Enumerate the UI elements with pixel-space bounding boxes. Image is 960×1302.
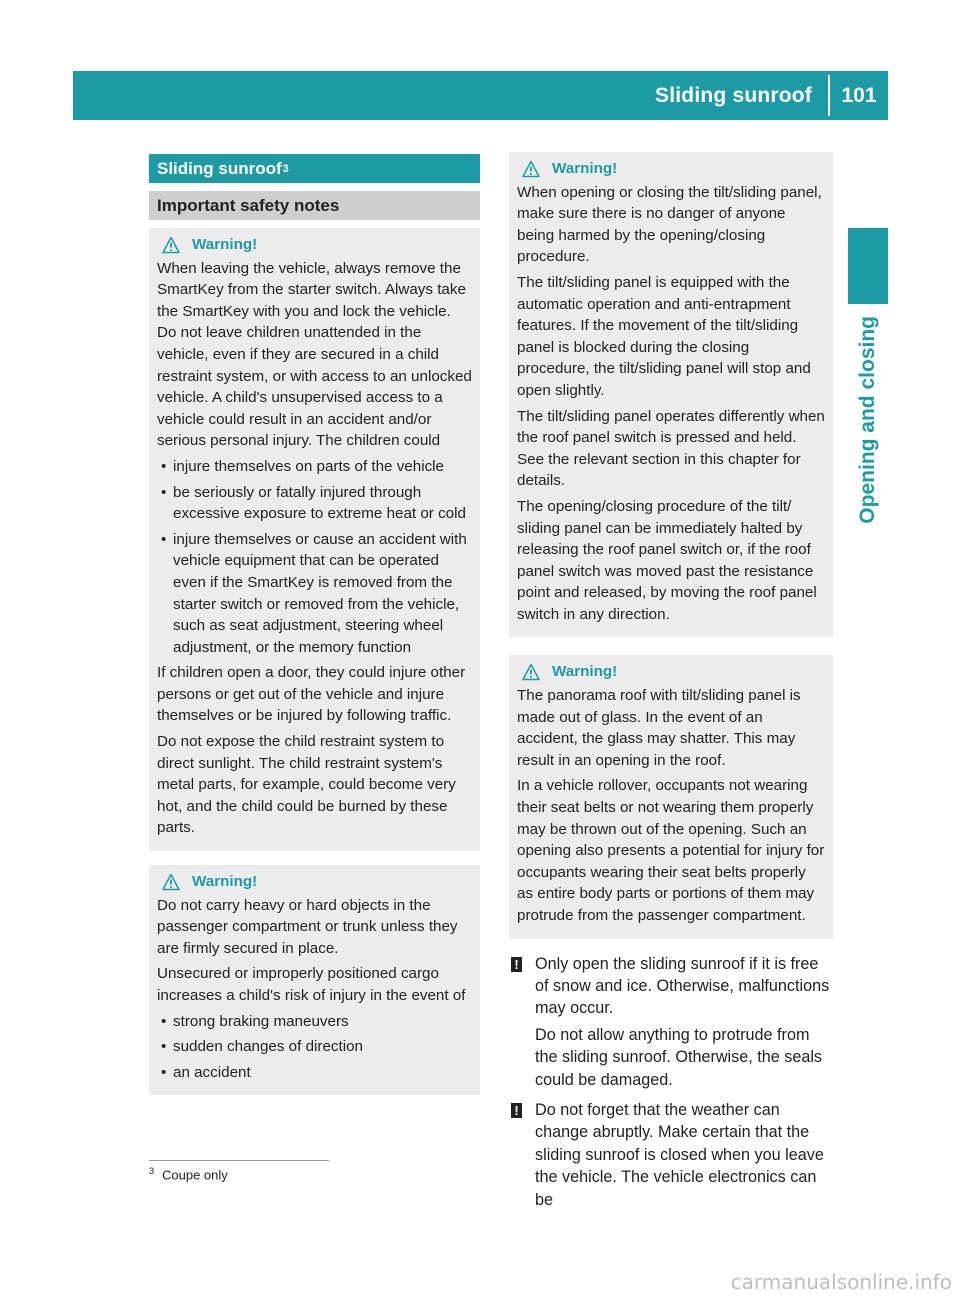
footnote-number: 3 bbox=[149, 1166, 155, 1176]
warning-title-text: Warning! bbox=[552, 160, 618, 177]
warning-box-children bbox=[149, 228, 480, 851]
subsection-heading: Important safety notes bbox=[149, 191, 480, 220]
watermark: carmanualsonline.info bbox=[730, 1270, 952, 1294]
list-item: • be seriously or fatally injured through excessive exposure to extreme heat or cold bbox=[157, 482, 472, 525]
footnote-ref: 3 bbox=[282, 162, 289, 175]
warning-paragraph: If children open a door, they could injure other persons or get out of the vehicle and injure themselves or be injured by following traffic. bbox=[157, 664, 466, 725]
header-title: Sliding sunroof bbox=[655, 83, 812, 107]
list-item: • injure themselves on parts of the vehicle bbox=[157, 456, 472, 478]
warning-paragraph: The tilt/sliding panel operates differently when the roof panel switch is pressed and held. See the relevant section in this chapter for details. bbox=[517, 407, 825, 490]
warning-triangle-icon bbox=[522, 160, 540, 178]
warning-title bbox=[517, 661, 825, 683]
section-heading bbox=[149, 154, 480, 183]
warning-paragraph: The tilt/sliding panel is equipped with the automatic operation and anti-entrapment features. If the movement of the tilt/sliding panel is blocked during the closing procedure, the tilt/sliding panel will stop and open slightly. bbox=[517, 273, 811, 399]
warning-triangle-icon bbox=[162, 236, 180, 254]
chapter-tab-marker bbox=[848, 228, 888, 304]
warning-paragraph: The opening/closing procedure of the tilt/ sliding panel can be immediately halted by releasing the roof panel switch or, if the roof panel switch was moved past the resistance point and released, by moving the roof panel switch in any direction. bbox=[517, 497, 817, 623]
list-item: • strong braking maneuvers bbox=[157, 1011, 472, 1033]
warning-box-cargo bbox=[149, 865, 480, 1095]
page-number: 101 bbox=[841, 83, 877, 107]
warning-title bbox=[157, 234, 472, 256]
spacer bbox=[509, 939, 833, 953]
exclamation-icon: ! bbox=[511, 957, 522, 972]
list-item: • injure themselves or cause an accident with vehicle equipment that can be operated even if the SmartKey is removed from the starter switch or removed from the vehicle, such as seat adjustment, steering wheel adjustment, or the memory function bbox=[157, 529, 472, 659]
warning-title bbox=[517, 158, 825, 180]
section-title: Sliding sunroof bbox=[157, 158, 282, 178]
warning-triangle-icon bbox=[162, 873, 180, 891]
footnote-rule bbox=[149, 1160, 329, 1161]
list-item: • sudden changes of direction bbox=[157, 1036, 472, 1058]
note-paragraph: Do not forget that the weather can change abruptly. Make certain that the sliding sunroof is closed when you leave the vehicle. The vehicle electronics can be bbox=[535, 1101, 824, 1209]
left-column bbox=[149, 154, 480, 1095]
exclamation-icon: ! bbox=[511, 1103, 522, 1118]
warning-title-text: Warning! bbox=[552, 663, 618, 681]
warning-title bbox=[157, 871, 472, 893]
warning-paragraph: When opening or closing the tilt/sliding panel, make sure there is no danger of anyone being harmed by the opening/closing procedure. bbox=[517, 183, 822, 266]
chapter-side-label bbox=[848, 316, 888, 656]
warning-box-tilt-panel bbox=[509, 152, 833, 637]
page-header bbox=[73, 71, 888, 120]
right-column bbox=[509, 152, 833, 1219]
warning-triangle-icon bbox=[522, 663, 540, 681]
chapter-label-text: Opening and closing bbox=[856, 316, 879, 524]
note-weather bbox=[509, 1099, 833, 1211]
warning-paragraph: Do not carry heavy or hard objects in the passenger compartment or trunk unless they are firmly secured in place. bbox=[157, 896, 458, 957]
warning-paragraph: The panorama roof with tilt/sliding panel is made out of glass. In the event of an accident, the glass may shatter. This may result in an opening in the roof. bbox=[517, 687, 801, 769]
warning-title-text: Warning! bbox=[192, 236, 258, 253]
list-item: • an accident bbox=[157, 1062, 472, 1084]
note-paragraph: Do not allow anything to protrude from the sliding sunroof. Otherwise, the seals could be damaged. bbox=[535, 1025, 823, 1089]
note-paragraph: Only open the sliding sunroof if it is free of snow and ice. Otherwise, malfunctions may occur. bbox=[535, 954, 830, 1018]
footnote-text: Coupe only bbox=[162, 1167, 228, 1183]
footnote bbox=[149, 1166, 228, 1182]
warning-paragraph: Unsecured or improperly positioned cargo increases a child's risk of injury in the event of bbox=[157, 965, 466, 1004]
warning-title-text: Warning! bbox=[192, 873, 258, 891]
warning-paragraph: Do not expose the child restraint system to direct sunlight. The child restraint system's metal parts, for example, could become very hot, and the child could be burned by these parts. bbox=[157, 733, 456, 837]
warning-paragraph: In a vehicle rollover, occupants not wearing their seat belts or not wearing them properly may be thrown out of the opening. Such an opening also presents a potential for injury for occupants wearing their seat belts properly as entire body parts or portions of them may protrude from the passenger compartment. bbox=[517, 777, 825, 924]
warning-box-panorama-roof bbox=[509, 655, 833, 938]
warning-paragraph: When leaving the vehicle, always remove the SmartKey from the starter switch. Always take the SmartKey with you and lock the vehicle. Do not leave children unattended in the vehicle, even if they are secured in a child restraint system, or with access to an unlocked vehicle. A child's unsupervised access to a vehicle could result in an accident and/or serious personal injury. The children could bbox=[157, 259, 472, 450]
note-snow-ice bbox=[509, 953, 833, 1091]
